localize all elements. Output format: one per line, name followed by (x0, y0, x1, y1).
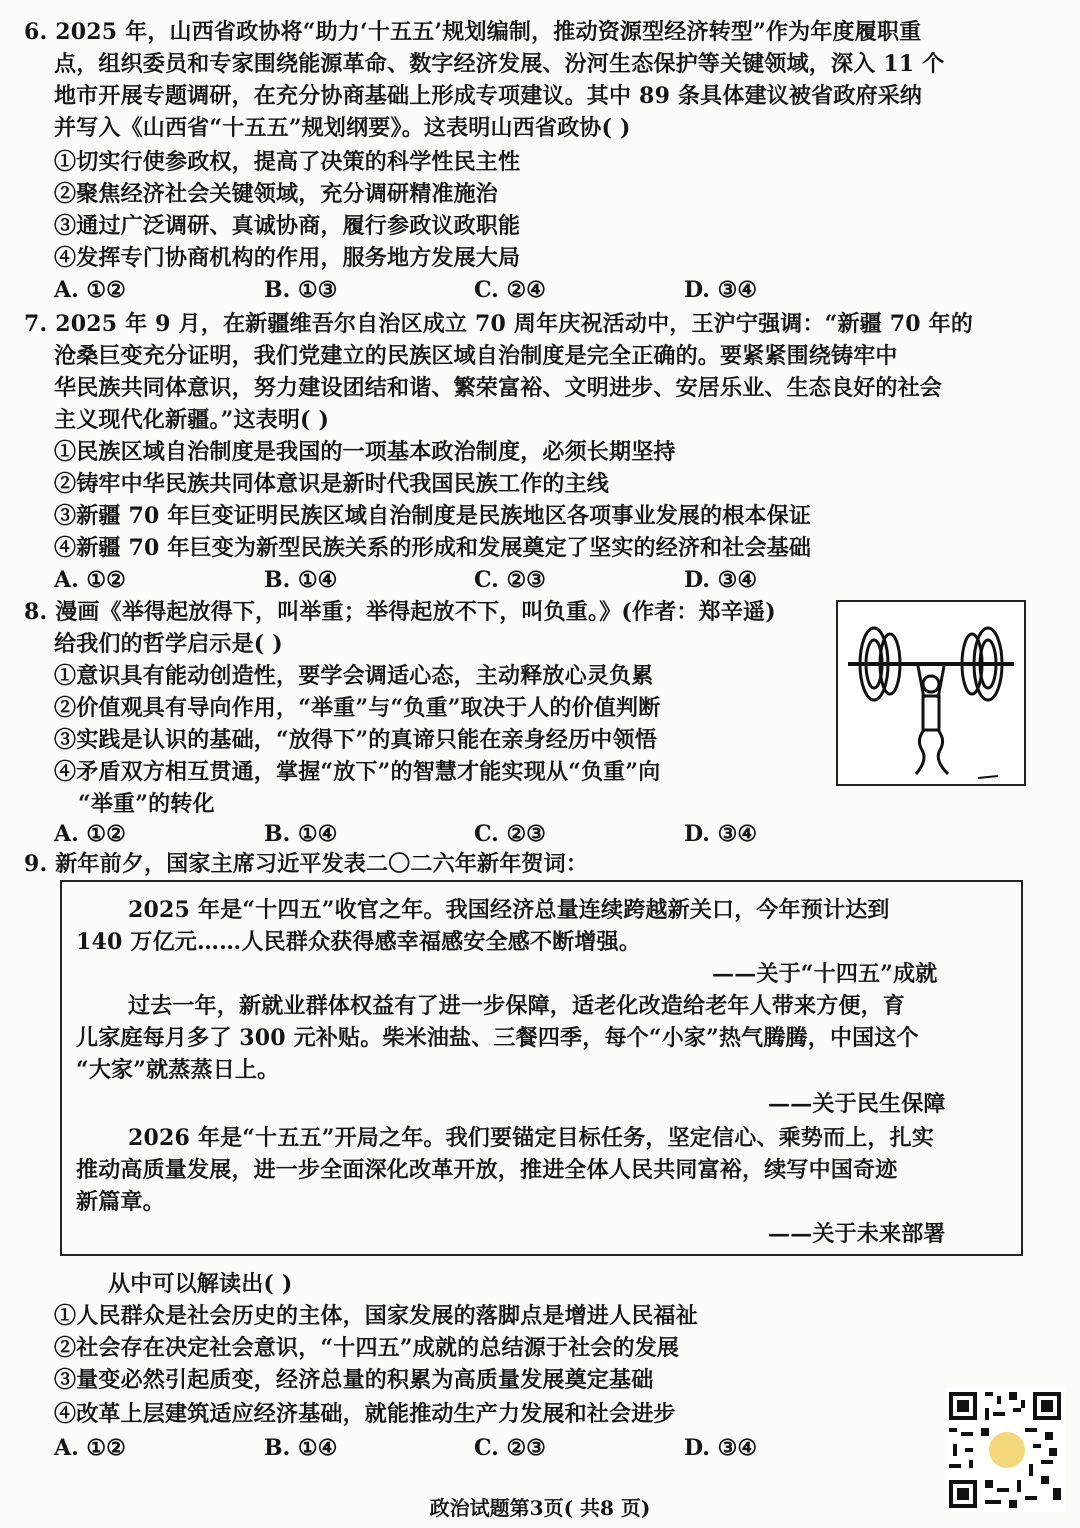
q9-choice-d[interactable]: D. ③④ (684, 1435, 758, 1461)
q6-stem-line: 并写入《山西省“十五五”规划纲要》。这表明山西省政协( ) (54, 115, 631, 141)
q6-statement: ③通过广泛调研、真诚协商，履行参政议政职能 (54, 213, 521, 239)
q9-choice-b[interactable]: B. ①④ (264, 1435, 338, 1461)
new-year-speech-box (60, 880, 1023, 1256)
q7-choice-c[interactable]: C. ②③ (474, 567, 546, 593)
speech-paragraph-line: 推动高质量发展，进一步全面深化改革开放，推进全体人民共同富裕，续写中国奇迹 (76, 1157, 898, 1183)
q7-stem-line: 7. 2025 年 9 月，在新疆维吾尔自治区成立 70 周年庆祝活动中，王沪宁强调：“新疆 70 年的 (24, 311, 974, 337)
speech-paragraph-line: 140 万亿元……人民群众获得感幸福感安全感不断增强。 (76, 929, 641, 955)
speech-section-label: ——关于“十四五”成就 (712, 961, 938, 987)
q9-stem-line: 9. 新年前夕，国家主席习近平发表二〇二六年新年贺词： (24, 851, 589, 877)
q9-statement: ③量变必然引起质变，经济总量的积累为高质量发展奠定基础 (54, 1367, 654, 1393)
q6-statement: ②聚焦经济社会关键领域，充分调研精准施治 (54, 181, 499, 207)
q9-statement: ①人民群众是社会历史的主体，国家发展的落脚点是增进人民福祉 (54, 1303, 698, 1329)
speech-paragraph-line: 儿家庭每月多了 300 元补贴。柴米油盐、三餐四季，每个“小家”热气腾腾，中国这个 (76, 1025, 919, 1051)
q7-choice-b[interactable]: B. ①④ (264, 567, 338, 593)
q8-choice-d[interactable]: D. ③④ (684, 821, 758, 847)
q8-choice-b[interactable]: B. ①④ (264, 821, 338, 847)
q8-statement: ②价值观具有导向作用，“举重”与“负重”取决于人的价值判断 (54, 695, 661, 721)
speech-section-label: ——关于未来部署 (768, 1221, 946, 1247)
q7-statement: ③新疆 70 年巨变证明民族区域自治制度是民族地区各项事业发展的根本保证 (54, 503, 812, 529)
q7-statement: ④新疆 70 年巨变为新型民族关系的形成和发展奠定了坚实的经济和社会基础 (54, 535, 812, 561)
q8-statement-continued: “举重”的转化 (78, 791, 215, 817)
q7-stem-line: 沧桑巨变充分证明，我们党建立的民族区域自治制度是完全正确的。要紧紧围绕铸牢中 (54, 343, 898, 369)
q8-stem-line: 给我们的哲学启示是( ) (54, 631, 283, 657)
q8-statement: ①意识具有能动创造性，要学会调适心态，主动释放心灵负累 (54, 663, 654, 689)
q6-choice-c[interactable]: C. ②④ (474, 277, 546, 303)
q7-statement: ②铸牢中华民族共同体意识是新时代我国民族工作的主线 (54, 471, 610, 497)
q8-choice-a[interactable]: A. ①② (54, 821, 126, 847)
speech-paragraph-line: 过去一年，新就业群体权益有了进一步保障，适老化改造给老年人带来方便，育 (128, 993, 906, 1019)
q8-stem-line: 8. 漫画《举得起放得下，叫举重；举得起放不下，叫负重。》(作者：郑辛遥) (24, 599, 776, 625)
q6-stem-line: 地市开展专题调研，在充分协商基础上形成专项建议。其中 89 条具体建议被省政府采纳 (54, 83, 923, 109)
q9-statement: ②社会存在决定社会意识，“十四五”成就的总结源于社会的发展 (54, 1335, 680, 1361)
speech-paragraph-line: “大家”就蒸蒸日上。 (76, 1057, 280, 1083)
weightlifter-cartoon (836, 600, 1026, 786)
weightlifter-drawing (838, 602, 1024, 784)
q7-stem-line: 主义现代化新疆。”这表明( ) (54, 407, 330, 433)
speech-paragraph-line: 新篇章。 (76, 1189, 165, 1215)
page-footer: 政治试题第3页( 共8 页) (429, 1496, 651, 1520)
q6-choice-d[interactable]: D. ③④ (684, 277, 758, 303)
q6-stem-line: 点，组织委员和专家围绕能源革命、数字经济发展、汾河生态保护等关键领域，深入 11 个 (54, 51, 945, 77)
q9-choice-c[interactable]: C. ②③ (474, 1435, 546, 1461)
q7-choice-d[interactable]: D. ③④ (684, 567, 758, 593)
speech-paragraph-line: 2026 年是“十五五”开局之年。我们要锚定目标任务，坚定信心、乘势而上，扎实 (128, 1125, 935, 1151)
q6-choice-b[interactable]: B. ①③ (264, 277, 338, 303)
q6-stem-line: 6. 2025 年，山西省政协将“助力‘十五五’规划编制，推动资源型经济转型”作为年度履职重 (24, 19, 922, 45)
q9-choice-a[interactable]: A. ①② (54, 1435, 126, 1461)
q7-stem-line: 华民族共同体意识，努力建设团结和谐、繁荣富裕、文明进步、安居乐业、生态良好的社会 (54, 375, 943, 401)
q6-statement: ①切实行使参政权，提高了决策的科学性民主性 (54, 149, 521, 175)
q7-statement: ①民族区域自治制度是我国的一项基本政治制度，必须长期坚持 (54, 439, 676, 465)
speech-section-label: ——关于民生保障 (768, 1091, 946, 1117)
q6-choice-a[interactable]: A. ①② (54, 277, 126, 303)
q9-prompt: 从中可以解读出( ) (108, 1271, 293, 1297)
q8-statement: ④矛盾双方相互贯通，掌握“放下”的智慧才能实现从“负重”向 (54, 759, 661, 785)
q8-choice-c[interactable]: C. ②③ (474, 821, 546, 847)
q7-choice-a[interactable]: A. ①② (54, 567, 126, 593)
q8-statement: ③实践是认识的基础，“放得下”的真谛只能在亲身经历中领悟 (54, 727, 657, 753)
q9-statement: ④改革上层建筑适应经济基础，就能推动生产力发展和社会进步 (54, 1401, 676, 1427)
speech-paragraph-line: 2025 年是“十四五”收官之年。我国经济总量连续跨越新关口，今年预计达到 (128, 897, 890, 923)
q6-statement: ④发挥专门协商机构的作用，服务地方发展大局 (54, 245, 521, 271)
